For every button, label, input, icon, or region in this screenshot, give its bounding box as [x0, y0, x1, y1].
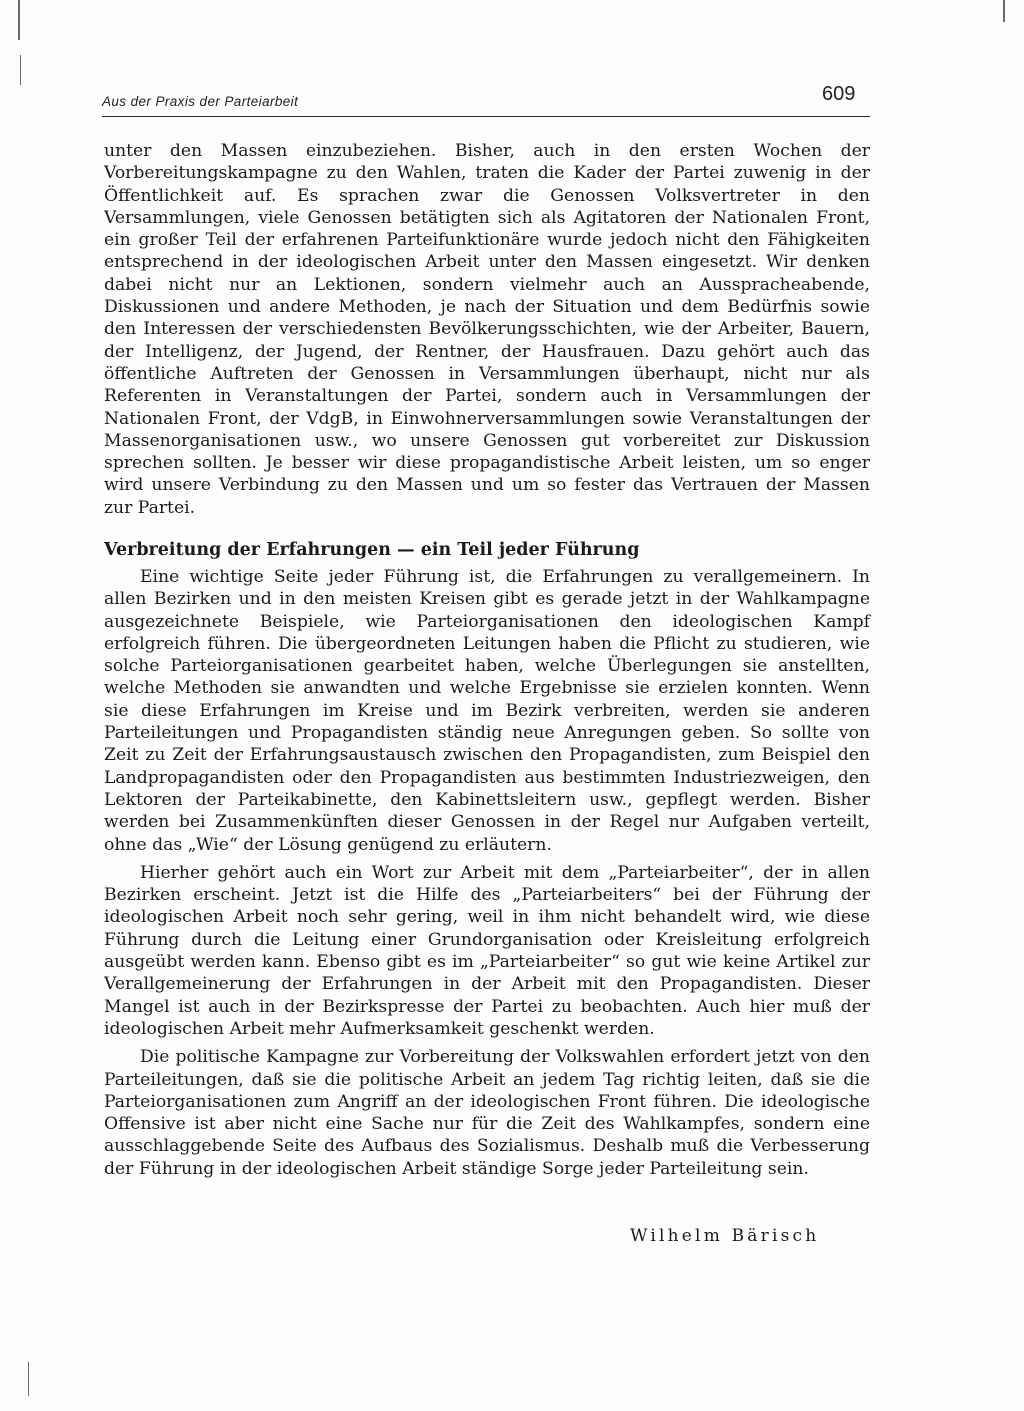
page-number: 609 — [822, 83, 856, 105]
section-paragraph: Eine wichtige Seite jeder Führung ist, die Erfahrungen zu verallgemeinern. In allen Bezirken und in den meisten Kreisen gibt es gerade jetzt in der Wahlkampagne ausgezeichnete Beispiele, wie Parteiorganisationen den ideologischen Kampf erfolgreich führen. Die übergeordneten Leitungen haben die Pflicht zu studieren, wie solche Parteiorganisationen gearbeitet haben, welche Überlegungen sie anstellten, welche Methoden sie anwandten und welche Ergebnisse sie erzielen konnten. Wenn sie diese Erfahrungen im Kreise und im Bezirk verbreiten, werden sie anderen Parteileitungen und Propagandisten ständig neue Anregungen geben. So sollte von Zeit zu Zeit der Erfahrungsaustausch zwischen den Propagandisten, zum Beispiel den Landpropagandisten oder den Propagandisten aus bestimmten Industriezweigen, den Lektoren der Parteikabinette, den Kabinettsleitern usw., gepflegt werden. Bisher werden bei Zusammenkünften dieser Genossen in der Regel nur Aufgaben verteilt, ohne das „Wie“ der Lösung genügend zu erläutern. — [104, 567, 870, 855]
section-body — [104, 566, 870, 1186]
running-title: Aus der Praxis der Parteiarbeit — [102, 94, 299, 109]
intro-paragraph: unter den Massen einzubeziehen. Bisher, auch in den ersten Wochen der Vorbereitungskampagne zu den Wahlen, traten die Kader der Partei zuwenig in der Öffentlichkeit auf. Es sprachen zwar die Genossen Volksvertreter in den Versammlungen, viele Genossen betätigten sich als Agitatoren der Nationalen Front, ein großer Teil der erfahrenen Parteifunktionäre wurde jedoch nicht den Fähigkeiten entsprechend in der ideologischen Arbeit unter den Massen eingesetzt. Wir denken dabei nicht nur an Lektionen, sondern vielmehr auch an Ausspracheabende, Diskussionen und andere Methoden, je nach der Situation und dem Bedürfnis sowie den Interessen der verschiedensten Bevölkerungsschichten, wie der Arbeiter, Bauern, der Intelligenz, der Jugend, der Rentner, der Hausfrauen. Dazu gehört auch das öffentliche Auftreten der Genossen in Versammlungen überhaupt, nicht nur als Referenten in Veranstaltungen der Partei, sondern auch in Versammlungen der Nationalen Front, der VdgB, in Einwohnerversammlungen sowie Veranstaltungen der Massenorganisationen usw., wo unsere Genossen gut vorbereitet zur Diskussion sprechen sollten. Je besser wir diese propagandistische Arbeit leisten, um so enger wird unsere Verbindung zu den Massen und um so fester das Vertrauen der Massen zur Partei. — [104, 141, 870, 518]
section-heading: Verbreitung der Erfahrungen — ein Teil jeder Führung — [104, 540, 640, 560]
body-text-block — [104, 140, 870, 519]
author-signature: Wilhelm Bärisch — [630, 1226, 820, 1246]
section-paragraph: Hierher gehört auch ein Wort zur Arbeit mit dem „Parteiarbeiter“, der in allen Bezirken erscheint. Jetzt ist die Hilfe des „Parteiarbeiters“ bei der Führung der ideologischen Arbeit noch sehr gering, weil in ihm nicht behandelt wird, wie diese Führung durch die Leitung einer Grundorganisation oder Kreisleitung erfolgreich ausgeübt werden kann. Ebenso gibt es im „Parteiarbeiter“ so gut wie keine Artikel zur Verallgemeinerung der Erfahrungen in der Arbeit mit den Propagandisten. Dieser Mangel ist auch in der Bezirkspresse der Partei zu beobachten. Auch hier muß der ideologischen Arbeit mehr Aufmerksamkeit geschenkt werden. — [104, 862, 870, 1039]
scan-edge-mark — [18, 0, 20, 40]
scan-edge-mark — [1003, 0, 1005, 22]
header-divider — [102, 116, 870, 117]
section-paragraph: Die politische Kampagne zur Vorbereitung der Volkswahlen erfordert jetzt von den Parteileitungen, daß sie die politische Arbeit an jedem Tag richtig leiten, daß sie die Parteiorganisationen zum Angriff an der ideologischen Front führen. Die ideologische Offensive ist aber nicht eine Sache nur für die Zeit des Wahlkampfes, sondern eine ausschlaggebende Seite des Aufbaus des Sozialismus. Deshalb muß die Verbesserung der Führung in der ideologischen Arbeit ständige Sorge jeder Parteileitung sein. — [104, 1047, 870, 1179]
scan-edge-mark — [20, 55, 21, 85]
scan-edge-mark — [28, 1362, 29, 1396]
